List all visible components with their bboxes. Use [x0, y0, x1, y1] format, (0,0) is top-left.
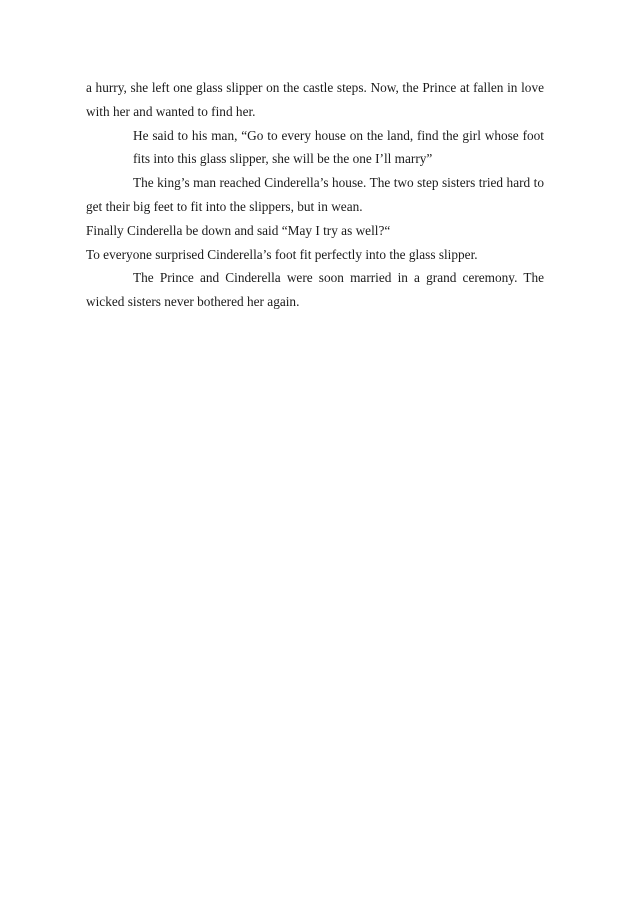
text-line: fits into this glass slipper, she will be the one I’ll marry” [133, 151, 433, 167]
text-line: The king’s man reached Cinderella’s house. The two step sisters tried hard to [133, 175, 544, 191]
story-text [86, 76, 544, 314]
text-line: He said to his man, “Go to every house on the land, find the girl whose foot [133, 127, 544, 143]
text-line: Finally Cinderella be down and said “May I try as well?“ [86, 222, 391, 238]
text-line: with her and wanted to find her. [86, 103, 256, 119]
text-line: a hurry, she left one glass slipper on the castle steps. Now, the Prince at fallen in love [86, 80, 544, 95]
text-line: wicked sisters never bothered her again. [86, 294, 300, 310]
text-line: To everyone surprised Cinderella’s foot fit perfectly into the glass slipper. [86, 246, 478, 262]
text-line: The Prince and Cinderella were soon married in a grand ceremony. The [133, 270, 544, 286]
text-line: get their big feet to fit into the slippers, but in wean. [86, 198, 363, 214]
